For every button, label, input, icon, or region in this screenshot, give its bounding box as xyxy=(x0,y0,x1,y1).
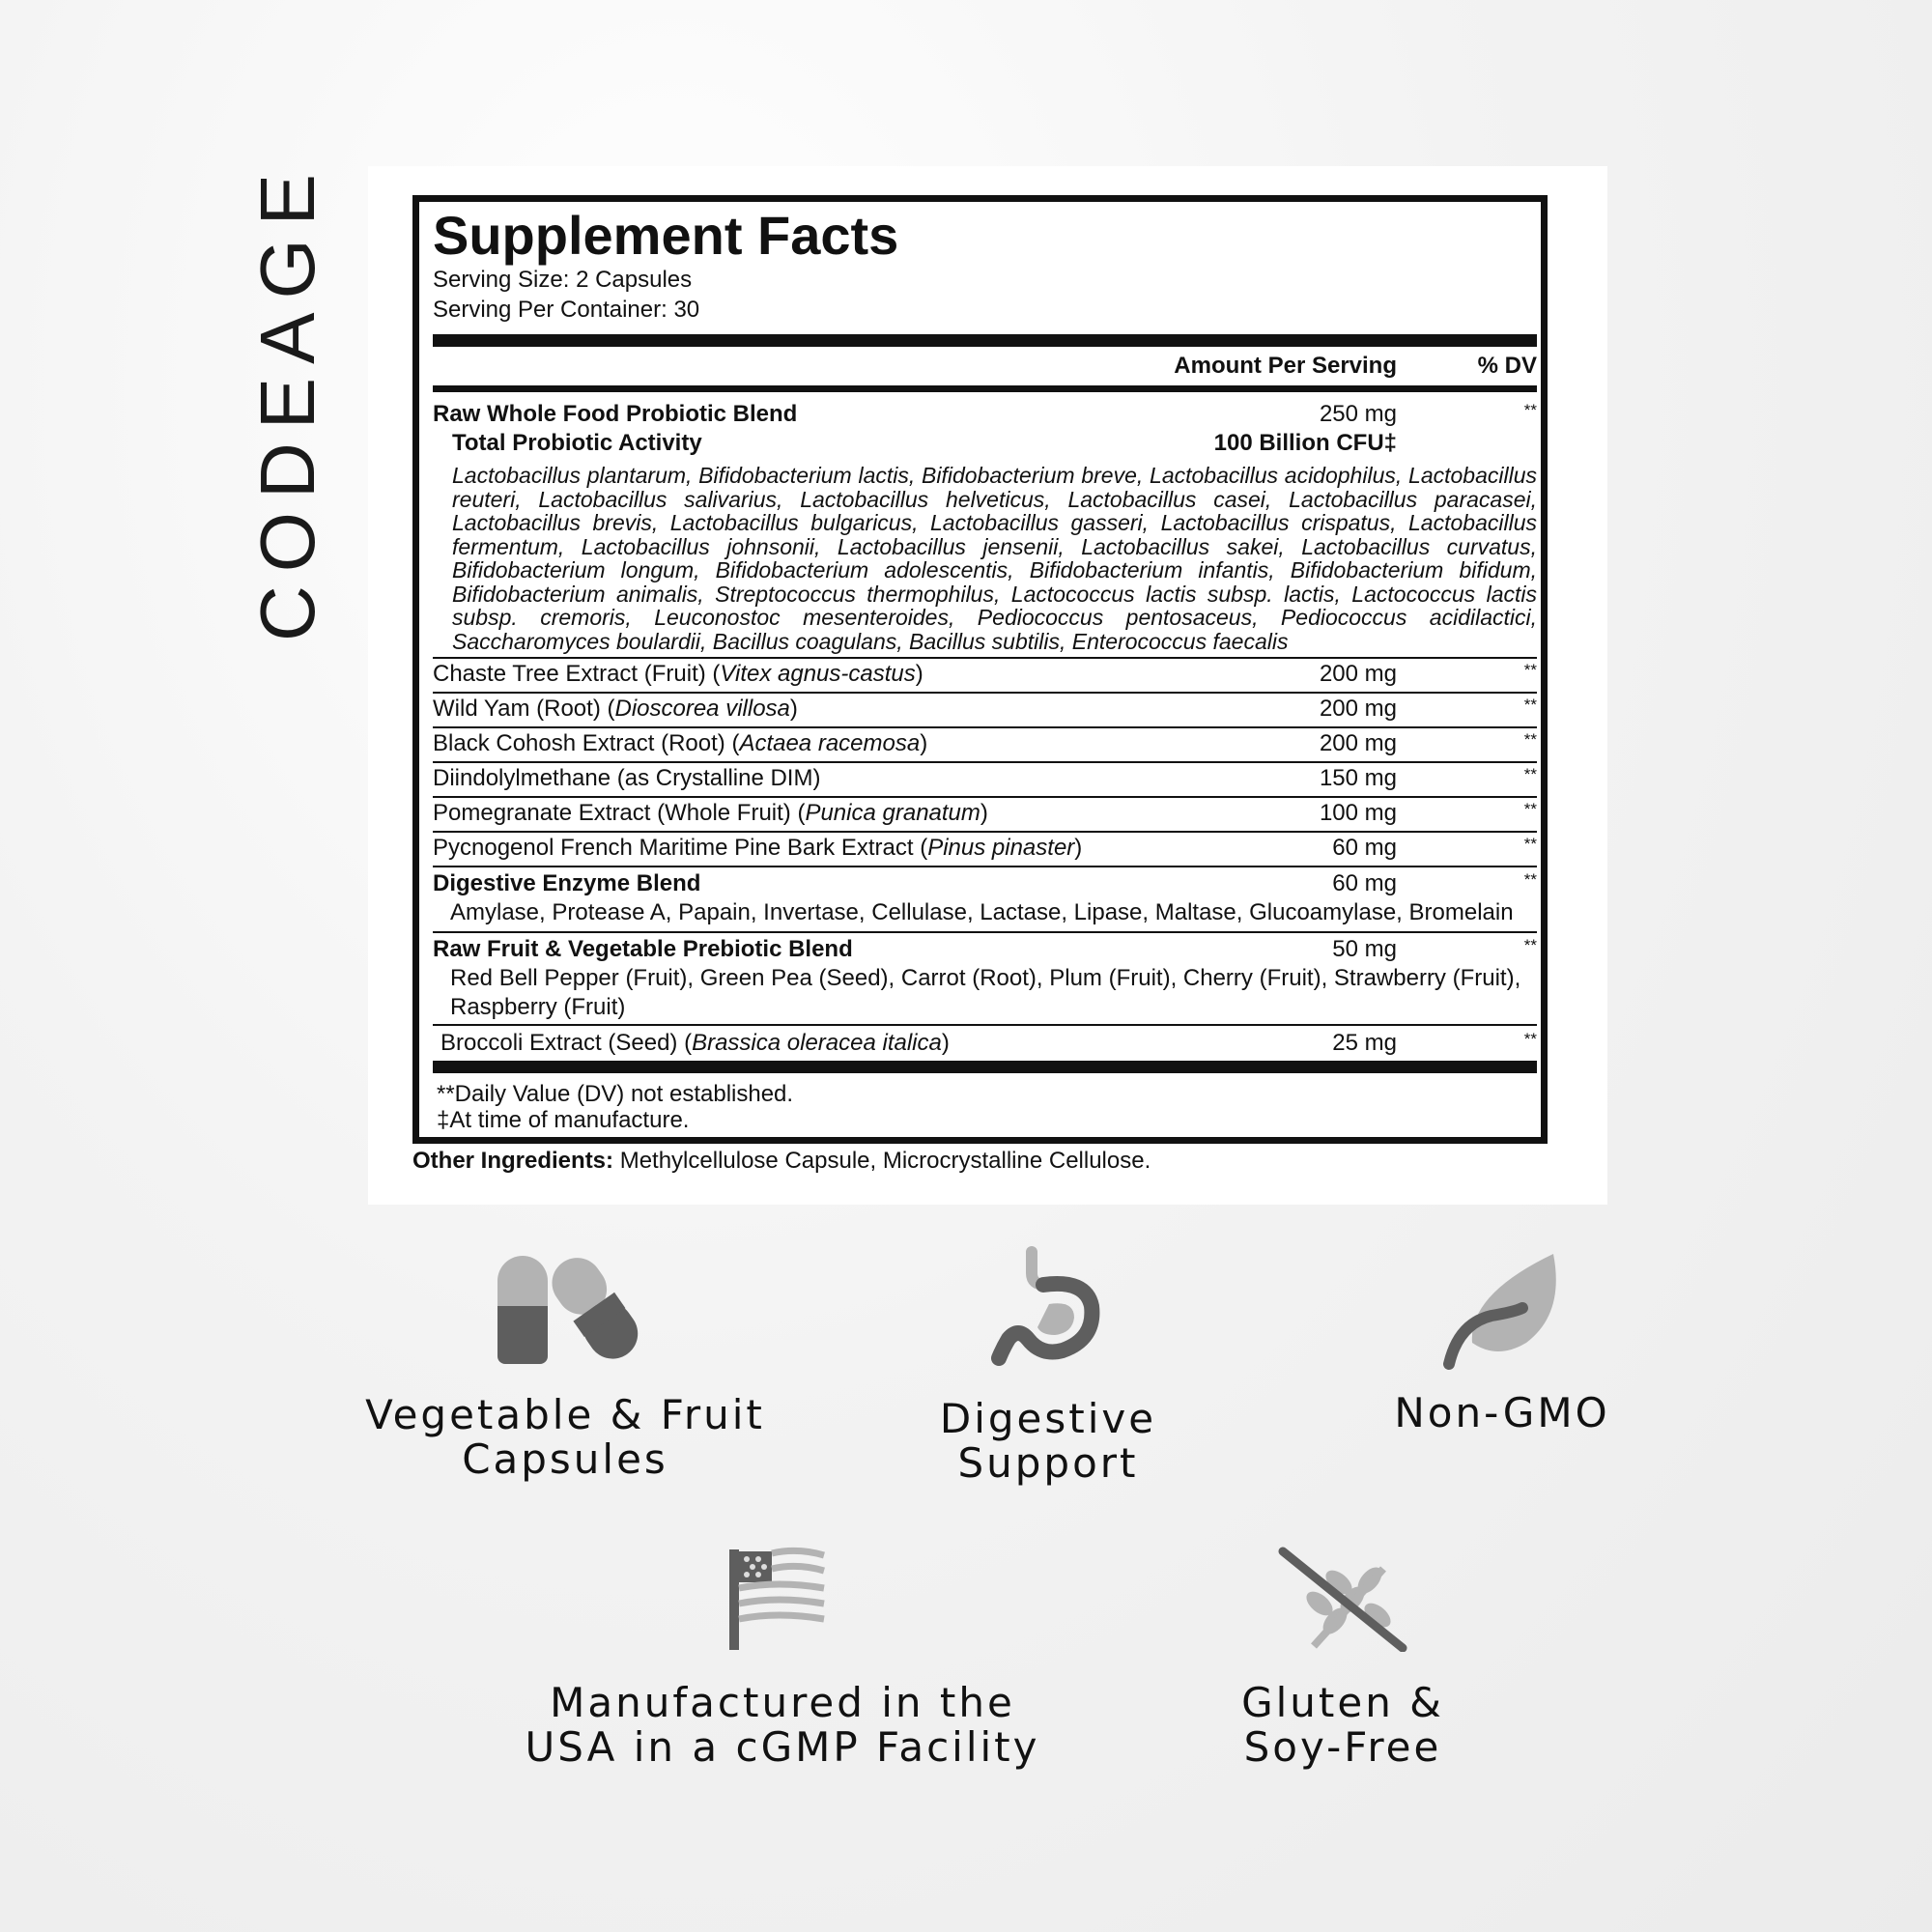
row-name: Black Cohosh Extract (Root) ( xyxy=(433,730,740,756)
table-row: Pomegranate Extract (Whole Fruit) (Punica granatum) 100 mg ** xyxy=(433,796,1537,831)
servings-per-container: Serving Per Container: 30 xyxy=(433,297,700,323)
facts-title: Supplement Facts xyxy=(433,205,899,266)
probiotic-dv: ** xyxy=(1523,401,1537,419)
feature-gluten-soy-free xyxy=(1188,1546,1497,1770)
table-row: Chaste Tree Extract (Fruit) (Vitex agnus-castus) 200 mg ** xyxy=(433,657,1537,692)
enzyme-blend-row xyxy=(433,866,1537,931)
probiotic-amount: 250 mg xyxy=(1319,401,1397,427)
probiotic-activity-row xyxy=(433,429,1537,458)
prebiotic-amount: 50 mg xyxy=(1332,936,1397,962)
leaf-icon xyxy=(1430,1246,1575,1372)
row-name: Pycnogenol French Maritime Pine Bark Extract ( xyxy=(433,835,928,861)
row-dv: ** xyxy=(1523,800,1537,818)
table-row: Wild Yam (Root) (Dioscorea villosa) 200 mg ** xyxy=(433,692,1537,726)
row-dv: ** xyxy=(1523,661,1537,679)
header-dv: % DV xyxy=(1477,353,1537,379)
row-dv: ** xyxy=(1523,835,1537,853)
facts-header xyxy=(433,347,1537,385)
row-dv: ** xyxy=(1523,730,1537,749)
row-name: Wild Yam (Root) ( xyxy=(433,696,615,722)
footnote-dv: **Daily Value (DV) not established. xyxy=(437,1081,794,1107)
row-amount: 150 mg xyxy=(1319,765,1397,791)
stomach-icon xyxy=(985,1246,1111,1372)
feature-label: Vegetable & Fruit Capsules xyxy=(365,1391,765,1483)
table-row: Pycnogenol French Maritime Pine Bark Extract (Pinus pinaster) 60 mg ** xyxy=(433,831,1537,866)
probiotic-activity-value: 100 Billion CFU‡ xyxy=(1213,430,1397,456)
row-latin: Dioscorea villosa xyxy=(614,696,790,722)
feature-non-gmo xyxy=(1352,1246,1652,1435)
footnote-manufacture: ‡At time of manufacture. xyxy=(437,1107,690,1133)
divider-thick xyxy=(433,334,1537,347)
row-latin: Brassica oleracea italica xyxy=(692,1030,942,1056)
feature-capsules xyxy=(357,1246,773,1482)
row-latin: Actaea racemosa xyxy=(739,730,921,756)
no-wheat-icon xyxy=(1275,1546,1410,1652)
row-name: Broccoli Extract (Seed) ( xyxy=(440,1030,693,1056)
row-dv: ** xyxy=(1523,696,1537,714)
row-name: Chaste Tree Extract (Fruit) ( xyxy=(433,661,721,687)
row-amount: 60 mg xyxy=(1332,835,1397,861)
probiotic-species: Lactobacillus plantarum, Bifidobacterium lactis, Bifidobacterium breve, Lactobacillus acidophilus, Lactobacillus reuteri, Lactobacillus salivarius, Lactobacillus helveticus, Lactobacillus casei, Lactobacillus paracasei, Lactobacillus brevis, Lactobacillus bulgaricus, Lactobacillus gasseri, Lactobacillus crispatus, Lactobacillus fermentum, Lactobacillus johnsonii, Lactobacillus jensenii, Lactobacillus sakei, Lactobacillus curvatus, Bifidobacterium longum, Bifidobacterium adolescentis, Bifidobacterium infantis, Bifidobacterium bifidum, Bifidobacterium animalis, Streptococcus thermophilus, Lactococcus lactis subsp. lactis, Lactococcus lactis subsp. cremoris, Leuconostoc mesenteroides, Pediococcus pentosaceus, Pediococcus acidilactici, Saccharomyces boulardii, Bacillus coagulans, Bacillus subtilis, Enterococcus faecalis xyxy=(452,463,1537,654)
row-name: Pomegranate Extract (Whole Fruit) ( xyxy=(433,800,806,826)
supplement-facts xyxy=(433,207,1537,1133)
serving-size: Serving Size: 2 Capsules xyxy=(433,267,693,293)
table-row: Broccoli Extract (Seed) (Brassica oleracea italica) 25 mg ** xyxy=(433,1024,1537,1061)
row-dv: ** xyxy=(1523,765,1537,783)
divider-thick-bottom xyxy=(433,1061,1537,1073)
brand-logo xyxy=(244,159,330,642)
feature-label: Manufactured in the USA in a cGMP Facility xyxy=(525,1679,1040,1771)
enzyme-dv: ** xyxy=(1523,870,1537,889)
table-row xyxy=(433,761,1537,796)
prebiotic-name: Raw Fruit & Vegetable Prebiotic Blend xyxy=(433,936,853,962)
brand-name: CODEAGE xyxy=(244,159,330,642)
other-ingredients-value: Methylcellulose Capsule, Microcrystalline Cellulose. xyxy=(613,1148,1151,1174)
us-flag-icon xyxy=(720,1546,845,1652)
divider-medium xyxy=(433,385,1537,392)
row-amount: 25 mg xyxy=(1332,1030,1397,1056)
feature-made-in-usa xyxy=(502,1546,1063,1770)
feature-label: Digestive Support xyxy=(939,1395,1157,1487)
row-amount: 200 mg xyxy=(1319,661,1397,687)
probiotic-name: Raw Whole Food Probiotic Blend xyxy=(433,401,798,427)
feature-digestive xyxy=(869,1246,1227,1486)
row-dv: ** xyxy=(1523,1030,1537,1048)
row-name: Diindolylmethane (as Crystalline DIM) xyxy=(433,765,821,791)
row-amount: 100 mg xyxy=(1319,800,1397,826)
feature-label: Gluten & Soy-Free xyxy=(1241,1679,1444,1771)
table-row: Black Cohosh Extract (Root) (Actaea racemosa) 200 mg ** xyxy=(433,726,1537,761)
header-amount: Amount Per Serving xyxy=(1174,353,1397,379)
prebiotic-blend-row xyxy=(433,931,1537,1024)
feature-label: Non-GMO xyxy=(1394,1389,1610,1436)
probiotic-row xyxy=(433,400,1537,429)
row-amount: 200 mg xyxy=(1319,696,1397,722)
enzyme-amount: 60 mg xyxy=(1332,870,1397,896)
other-ingredients xyxy=(412,1147,1151,1176)
prebiotic-ingredients: Red Bell Pepper (Fruit), Green Pea (Seed), Carrot (Root), Plum (Fruit), Cherry (Fruit), Strawberry (Fruit), Raspberry (Fruit) xyxy=(450,965,1521,1020)
row-latin: Vitex agnus-castus xyxy=(720,661,916,687)
capsules-icon xyxy=(488,1246,642,1372)
enzyme-ingredients: Amylase, Protease A, Papain, Invertase, Cellulase, Lactase, Lipase, Maltase, Glucoamylase, Bromelain xyxy=(450,899,1514,925)
other-ingredients-label: Other Ingredients: xyxy=(412,1148,614,1174)
row-latin: Punica granatum xyxy=(805,800,980,826)
enzyme-name: Digestive Enzyme Blend xyxy=(433,870,701,896)
probiotic-activity-label: Total Probiotic Activity xyxy=(452,430,702,456)
row-amount: 200 mg xyxy=(1319,730,1397,756)
prebiotic-dv: ** xyxy=(1523,936,1537,954)
row-latin: Pinus pinaster xyxy=(927,835,1075,861)
